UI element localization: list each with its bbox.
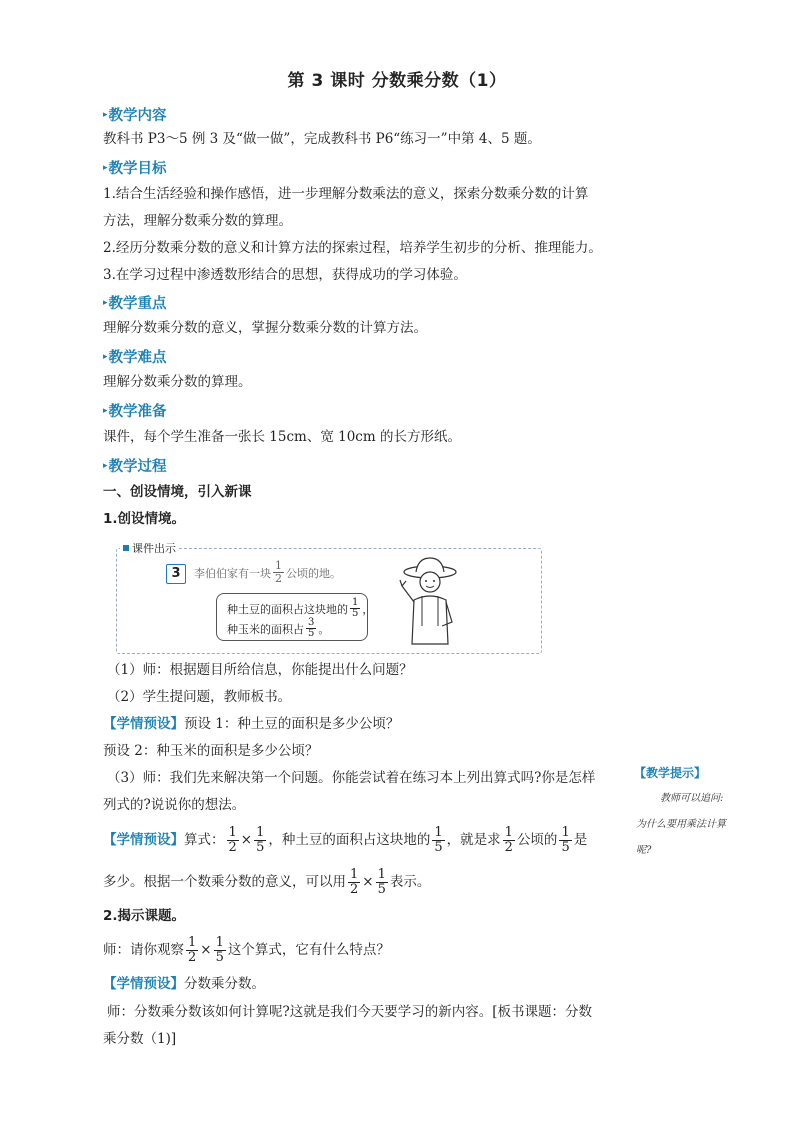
fraction: $\frac{1}{2}$ <box>275 559 282 585</box>
farmer-illustration <box>396 556 464 648</box>
process-heading-2: 2.揭示课题。 <box>103 908 186 924</box>
goal-1b: 方法，理解分数乘分数的算理。 <box>103 213 292 229</box>
section-marker-icon: ▸ <box>103 109 108 120</box>
difficulty-text: 理解分数乘分数的算理。 <box>103 374 252 390</box>
step-3a: （3）师：我们先来解决第一个问题。你能尝试着在练习本上列出算式吗?你是怎样 <box>107 770 596 786</box>
section-heading-prep: ▸ 教学准备 <box>103 404 167 420</box>
section-marker-icon: ▸ <box>103 162 108 173</box>
formula-line-1: 【学情预设】 算式： $\frac{1}{2}$ × $\frac{1}{5}$ ，种土豆的面积占这块地的 $\frac{1}{5}$ ，就是求 $\frac{1}{2}$ 公顷的 $\frac{1}{5}$ 是 <box>103 824 588 855</box>
page-title: 第 3 课时 分数乘分数（1） <box>287 71 507 91</box>
speech-bubble <box>216 593 374 641</box>
content-text: 教科书 P3～5 例 3 及“做一做”，完成教科书 P6“练习一”中第 4、5 题。 <box>103 131 541 147</box>
section-heading-key: ▸ 教学重点 <box>103 296 167 312</box>
section-heading-process: ▸ 教学过程 <box>103 459 167 475</box>
prep-text: 课件，每个学生准备一张长 15cm、宽 10cm 的长方形纸。 <box>103 429 461 445</box>
process-heading-1: 一、创设情境，引入新课 <box>103 484 252 500</box>
preset-1: 【学情预设】预设 1：种土豆的面积是多少公顷？ <box>103 716 400 732</box>
fraction: $\frac{3}{5}$ <box>308 617 315 639</box>
fraction: $\frac{1}{2}$ <box>188 934 197 965</box>
goal-2: 2.经历分数乘分数的意义和计算方法的探索过程，培养学生初步的分析、推理能力。 <box>103 240 602 256</box>
fraction: $\frac{1}{2}$ <box>504 824 513 855</box>
example-question: 李伯伯家有一块 $\frac{1}{2}$ 公顷的地。 <box>194 559 341 585</box>
process-heading-1-1: 1.创设情境。 <box>103 511 186 527</box>
sidebar-heading: 【教学提示】 <box>634 766 707 780</box>
fraction: $\frac{1}{2}$ <box>228 824 237 855</box>
section-marker-icon: ▸ <box>103 297 108 308</box>
key-text: 理解分数乘分数的意义，掌握分数乘分数的计算方法。 <box>103 320 427 336</box>
section-heading-goals: ▸ 教学目标 <box>103 161 167 177</box>
teacher-intro-b: 乘分数（1)] <box>103 1031 177 1047</box>
example-number: 3 <box>166 564 186 584</box>
step-2: （2）学生提问题，教师板书。 <box>107 689 292 705</box>
section-heading-content: ▸ 教学内容 <box>103 108 167 124</box>
preset-2: 预设 2：种玉米的面积是多少公顷？ <box>103 743 319 759</box>
fraction: $\frac{1}{5}$ <box>256 824 265 855</box>
fraction: $\frac{1}{5}$ <box>434 824 443 855</box>
section-heading-difficulty: ▸ 教学难点 <box>103 350 167 366</box>
goal-1a: 1.结合生活经验和操作感悟，进一步理解分数乘法的意义，探索分数乘分数的计算 <box>103 186 589 202</box>
bubble-line-2: 种玉米的面积占 $\frac{3}{5}$ 。 <box>227 617 330 639</box>
fraction: $\frac{1}{5}$ <box>377 866 386 897</box>
bubble-line-1: 种土豆的面积占这块地的 $\frac{1}{5}$ ， <box>227 597 374 619</box>
teacher-question: 师：请你观察 $\frac{1}{2}$ × $\frac{1}{5}$ 这个算式，它有什么特点？ <box>103 934 390 965</box>
formula-line-2: 多少。根据一个数乘分数的意义，可以用 $\frac{1}{2}$ × $\frac{1}{5}$ 表示。 <box>103 866 431 897</box>
fraction: $\frac{1}{5}$ <box>561 824 570 855</box>
square-bullet-icon <box>123 545 129 551</box>
courseware-label: 课件出示 <box>120 540 179 556</box>
fraction: $\frac{1}{2}$ <box>350 866 359 897</box>
preset-3: 【学情预设】分数乘分数。 <box>103 976 265 992</box>
section-marker-icon: ▸ <box>103 405 108 416</box>
fraction: $\frac{1}{5}$ <box>215 934 224 965</box>
sidebar-line-2: 为什么要用乘法计算 <box>636 819 726 830</box>
sidebar-line-1: 教师可以追问: <box>660 793 724 804</box>
goal-3: 3.在学习过程中渗透数形结合的思想，获得成功的学习体验。 <box>103 267 467 283</box>
fraction: $\frac{1}{5}$ <box>352 597 359 619</box>
sidebar-line-3: 呢? <box>636 845 652 856</box>
step-3b: 列式的?说说你的想法。 <box>103 797 246 813</box>
section-marker-icon: ▸ <box>103 351 108 362</box>
teacher-intro-a: 师：分数乘分数该如何计算呢?这就是我们今天要学习的新内容。[板书课题：分数 <box>107 1004 593 1020</box>
step-1: （1）师：根据题目所给信息，你能提出什么问题？ <box>107 662 413 678</box>
section-marker-icon: ▸ <box>103 460 108 471</box>
